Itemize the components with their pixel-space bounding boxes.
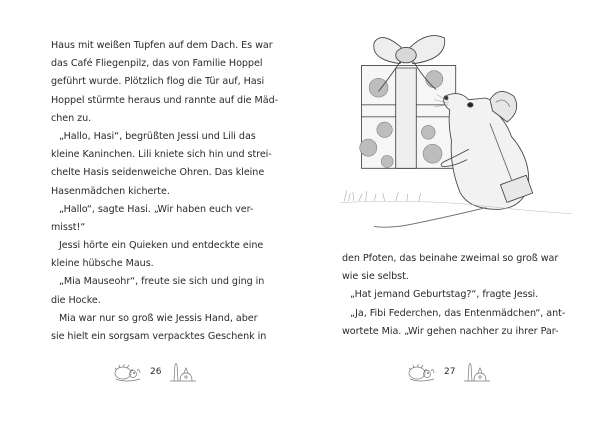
hedgehog-ornament-icon [113, 361, 143, 383]
text-line: „Hallo“, sagte Hasi. „Wir haben euch ver- [59, 203, 254, 215]
text-line: Jessi hörte ein Quieken und entdeckte eine [59, 240, 264, 252]
page-footer [113, 358, 198, 386]
text-line: „Hallo, Hasi“, begrüßten Jessi und Lili das [59, 130, 256, 142]
text-line: „Mia Mauseohr“, freute sie sich und ging in [59, 276, 265, 288]
text-line: Mia war nur so groß wie Jessis Hand, aber [59, 312, 258, 324]
text-line: Hasenmädchen kicherte. [51, 185, 170, 197]
left-page-text [51, 37, 278, 346]
text-line: Hoppel stürmte heraus und rannte auf die Mäd- [51, 94, 279, 106]
text-line: chen zu. [51, 112, 92, 124]
right-page [300, 0, 600, 426]
text-line: chelte Hasis seidenweiche Ohren. Das kleine [51, 167, 265, 179]
text-line: kleine Kaninchen. Lili kniete sich hin und strei- [51, 149, 272, 161]
text-line: misst!“ [51, 221, 86, 233]
hedgehog-ornament-icon [407, 361, 437, 383]
text-line: den Pfoten, das beinahe zweimal so groß war [342, 253, 559, 264]
text-line: das Café Fliegenpilz, das von Familie Hoppel [51, 58, 263, 70]
toadstool-house-ornament-icon [462, 361, 492, 383]
text-line: „Ja, Fibi Federchen, das Entenmädchen“, ant- [350, 307, 566, 319]
page-footer [407, 358, 492, 386]
text-line: sie hielt ein sorgsam verpacktes Geschenk in [51, 331, 267, 342]
text-line: wie sie selbst. [342, 271, 409, 283]
toadstool-house-ornament-icon [168, 361, 198, 383]
text-line: kleine hübsche Maus. [51, 258, 154, 270]
text-line: geführt wurde. Plötzlich flog die Tür auf, Hasi [51, 76, 265, 88]
text-line: die Hocke. [51, 294, 101, 306]
text-line: Haus mit weißen Tupfen auf dem Dach. Es war [51, 40, 273, 51]
right-page-text [342, 250, 565, 341]
text-line: wortete Mia. „Wir gehen nachher zu ihrer Par- [342, 325, 559, 337]
mouse-with-gift-illustration [340, 8, 580, 248]
page-number: 26 [150, 367, 162, 377]
page-number: 27 [444, 367, 456, 377]
text-line: „Hat jemand Geburtstag?“, fragte Jessi. [350, 289, 539, 301]
